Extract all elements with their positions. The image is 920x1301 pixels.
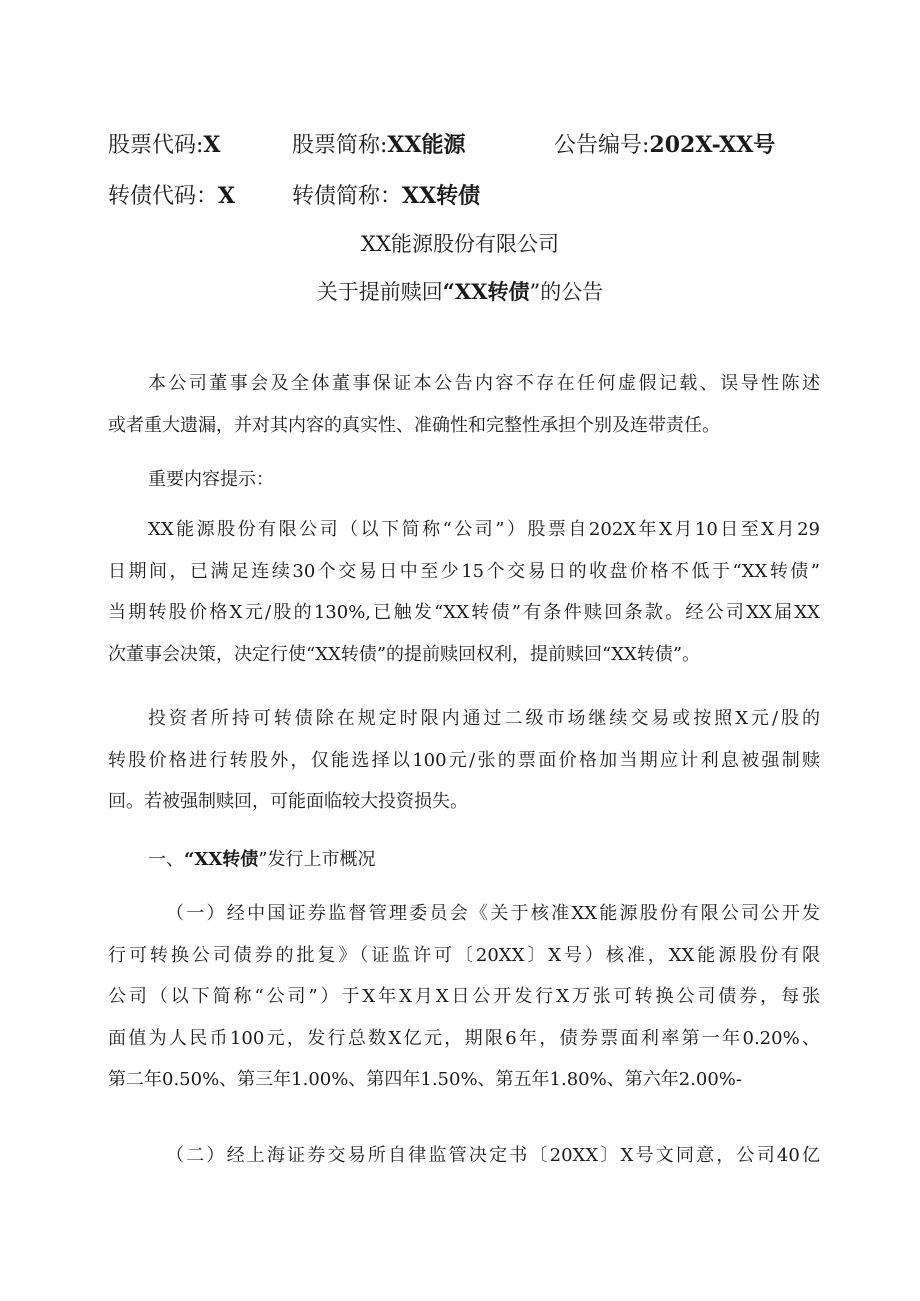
section-1-prefix: 一、: [148, 849, 184, 870]
stock-code-label: 股票代码:: [108, 133, 204, 158]
key-points-line: 当期转股价格X元/股的130%,已触发“XX转债”有条件赎回条款。经公司XX届XX: [108, 602, 820, 623]
subsection-2: [108, 1135, 820, 1177]
investor-paragraph: [108, 698, 820, 823]
subsection-1-line: 行可转换公司债券的批复》（证监许可〔20XX〕X号）核准，XX能源股份有限: [108, 944, 820, 966]
statement-line: 本公司董事会及全体董事保证本公告内容不存在任何虚假记载、误导性陈述: [148, 373, 820, 394]
board-statement: [108, 363, 820, 446]
subsection-1-line: 公司（以下简称“公司”）于X年X月X日公开发行X万张可转换公司债券，每张: [108, 986, 820, 1007]
key-points-heading-text: 重要内容提示：: [148, 469, 274, 490]
investor-line: 转股价格进行转股外，仅能选择以100元/张的票面价格加当期应计利息被强制赎: [108, 749, 820, 771]
section-1-bond: “XX转债: [184, 849, 259, 870]
stock-code-value: X: [203, 132, 221, 158]
key-points-paragraph: [108, 509, 820, 675]
bond-name-value: XX转债: [402, 183, 481, 209]
announcement-number-value: 202X-XX号: [649, 132, 776, 158]
subsection-2-line: （二）经上海证券交易所自律监管决定书〔20XX〕X号文同意，公司40亿: [166, 1145, 820, 1166]
key-points-heading: [108, 459, 820, 501]
investor-line: 投资者所持可转债除在规定时限内通过二级市场继续交易或按照X元/股的: [148, 708, 820, 729]
bond-name: [292, 179, 480, 210]
subsection-1: [108, 893, 820, 1101]
statement-line: 或者重大遗漏，并对其内容的真实性、准确性和完整性承担个别及连带责任。: [108, 414, 720, 436]
title-suffix: ”的公告: [529, 280, 604, 304]
bond-name-label: 转债简称：: [292, 184, 403, 209]
section-1-suffix: ”发行上市概况: [258, 849, 376, 870]
bond-code: [108, 179, 235, 210]
investor-line: 回。若被强制赎回，可能面临较大投资损失。: [108, 791, 468, 812]
stock-name-value: XX能源: [387, 132, 466, 158]
announcement-title: [0, 276, 920, 306]
company-title: XX能源股份有限公司: [361, 232, 559, 256]
key-points-line: 日期间，已满足连续30个交易日中至少15个交易日的收盘价格不低于“XX转债”: [108, 560, 820, 582]
subsection-1-line: 第二年0.50%、第三年1.00%、第四年1.50%、第五年1.80%、第六年2.00%-: [108, 1069, 742, 1090]
title-bond: “XX转债: [442, 279, 530, 304]
bond-code-label: 转债代码：: [108, 184, 219, 209]
announcement-number: [554, 128, 775, 159]
bond-code-value: X: [218, 183, 236, 209]
subsection-1-line: （一）经中国证券监督管理委员会《关于核准XX能源股份有限公司公开发: [166, 903, 820, 924]
section-1-heading-text: [108, 839, 820, 881]
subsection-1-line: 面值为人民币100元，发行总数X亿元，期限6年，债券票面利率第一年0.20%、: [108, 1027, 820, 1049]
section-1-heading: [108, 839, 820, 881]
stock-name-label: 股票简称:: [292, 133, 388, 158]
key-points-line: 次董事会决策，决定行使“XX转债”的提前赎回权利，提前赎回“XX转债”。: [108, 643, 701, 665]
stock-name: [292, 128, 466, 159]
announcement-number-label: 公告编号:: [554, 133, 650, 158]
title-prefix: 关于提前赎回: [316, 280, 443, 304]
key-points-line: XX能源股份有限公司（以下简称“公司”）股票自202X年X月10日至X月29: [148, 519, 820, 540]
stock-code: [108, 128, 221, 159]
